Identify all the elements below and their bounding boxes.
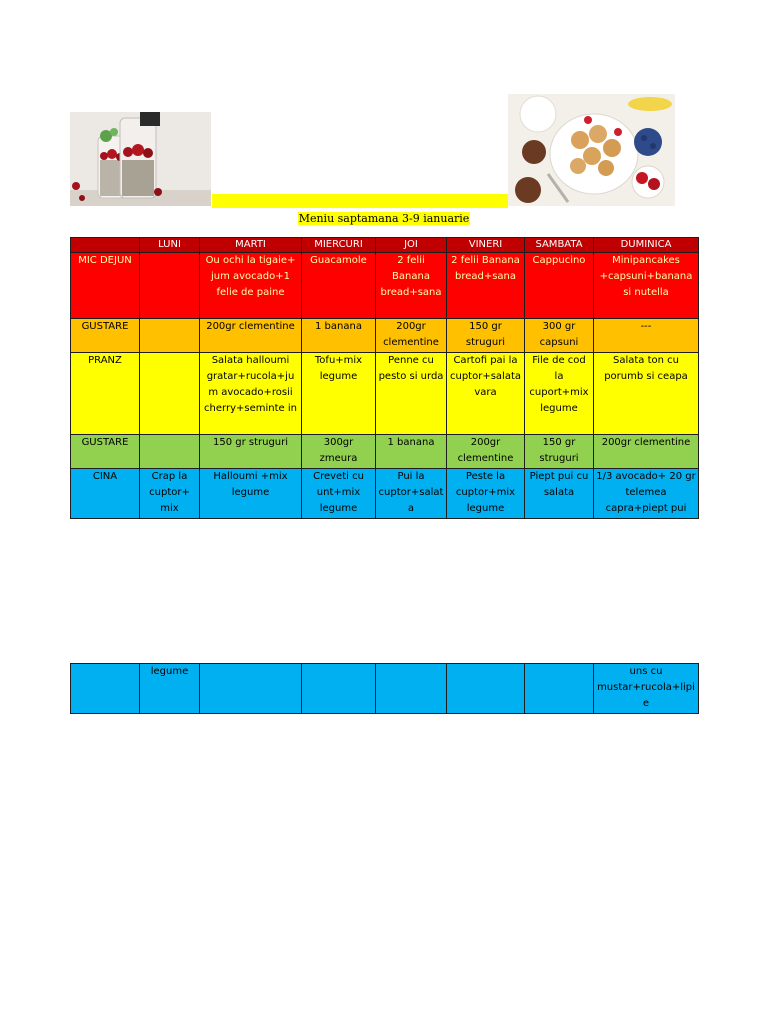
table-cell — [447, 664, 525, 714]
row-label: GUSTARE — [71, 435, 140, 469]
table-cell — [140, 253, 200, 319]
table-cell: Salata ton cu porumb si ceapa — [594, 353, 699, 435]
row-label: CINA — [71, 469, 140, 519]
weekly-menu-table — [70, 237, 699, 519]
table-cell: Creveti cu unt+mix legume — [302, 469, 376, 519]
row-label: PRANZ — [71, 353, 140, 435]
table-cell: 2 felii Banana bread+sana — [376, 253, 447, 319]
row-label: MIC DEJUN — [71, 253, 140, 319]
yellow-highlight-band — [212, 194, 508, 208]
table-cell: Peste la cuptor+mix legume — [447, 469, 525, 519]
table-cell — [200, 664, 302, 714]
table-cell: 200gr clementine — [200, 319, 302, 353]
table-row-pranz — [71, 353, 699, 435]
table-header-row — [71, 238, 699, 253]
table-cell: Salata halloumi gratar+rucola+jum avocado+rosii cherry+seminte in — [200, 353, 302, 435]
table-cell: --- — [594, 319, 699, 353]
header-cell-joi: JOI — [376, 238, 447, 253]
table-cell — [525, 664, 594, 714]
table-cell: File de cod la cuport+mix legume — [525, 353, 594, 435]
table-row-cina-continued — [71, 664, 699, 714]
pancakes-photo — [508, 94, 675, 206]
chia-pudding-photo — [70, 112, 211, 206]
row-label: GUSTARE — [71, 319, 140, 353]
table-cell — [376, 664, 447, 714]
menu-table-continuation — [70, 663, 699, 714]
header-cell-empty — [71, 238, 140, 253]
table-cell: Tofu+mix legume — [302, 353, 376, 435]
table-cell: Ou ochi la tigaie+ jum avocado+1 felie de paine — [200, 253, 302, 319]
header-cell-sambata: SAMBATA — [525, 238, 594, 253]
table-cell: 1/3 avocado+ 20 gr telemea capra+piept pui — [594, 469, 699, 519]
header-cell-vineri: VINERI — [447, 238, 525, 253]
table-cell: 200gr clementine — [594, 435, 699, 469]
table-cell: 1 banana — [302, 319, 376, 353]
table-cell — [302, 664, 376, 714]
table-cell: 200gr clementine — [376, 319, 447, 353]
table-cell — [140, 353, 200, 435]
table-cell: Penne cu pesto si urda — [376, 353, 447, 435]
menu-title: Meniu saptamana 3-9 ianuarie — [298, 212, 470, 225]
table-cell: Pui la cuptor+salata — [376, 469, 447, 519]
header-cell-luni: LUNI — [140, 238, 200, 253]
header-cell-miercuri: MIERCURI — [302, 238, 376, 253]
table-cell — [140, 435, 200, 469]
table-cell: Halloumi +mix legume — [200, 469, 302, 519]
table-row-mic-dejun — [71, 253, 699, 319]
table-cell: Cartofi pai la cuptor+salata vara — [447, 353, 525, 435]
table-cell — [71, 664, 140, 714]
table-cell: 1 banana — [376, 435, 447, 469]
table-cell: 150 gr struguri — [525, 435, 594, 469]
table-cell: 300 gr capsuni — [525, 319, 594, 353]
table-cell: 300gr zmeura — [302, 435, 376, 469]
table-cell: legume — [140, 664, 200, 714]
table-row-cina — [71, 469, 699, 519]
table-cell: Crap la cuptor+ mix — [140, 469, 200, 519]
table-cell: Cappucino — [525, 253, 594, 319]
table-row-gustare-1 — [71, 319, 699, 353]
table-cell — [140, 319, 200, 353]
table-cell: uns cu mustar+rucola+lipie — [594, 664, 699, 714]
table-cell: 200gr clementine — [447, 435, 525, 469]
table-cell: Piept pui cu salata — [525, 469, 594, 519]
table-cell: 150 gr struguri — [447, 319, 525, 353]
table-cell: 150 gr struguri — [200, 435, 302, 469]
table-row-gustare-2 — [71, 435, 699, 469]
table-cell: Guacamole — [302, 253, 376, 319]
header-cell-marti: MARTI — [200, 238, 302, 253]
table-cell: Minipancakes +capsuni+banana si nutella — [594, 253, 699, 319]
header-cell-duminica: DUMINICA — [594, 238, 699, 253]
table-cell: 2 felii Banana bread+sana — [447, 253, 525, 319]
